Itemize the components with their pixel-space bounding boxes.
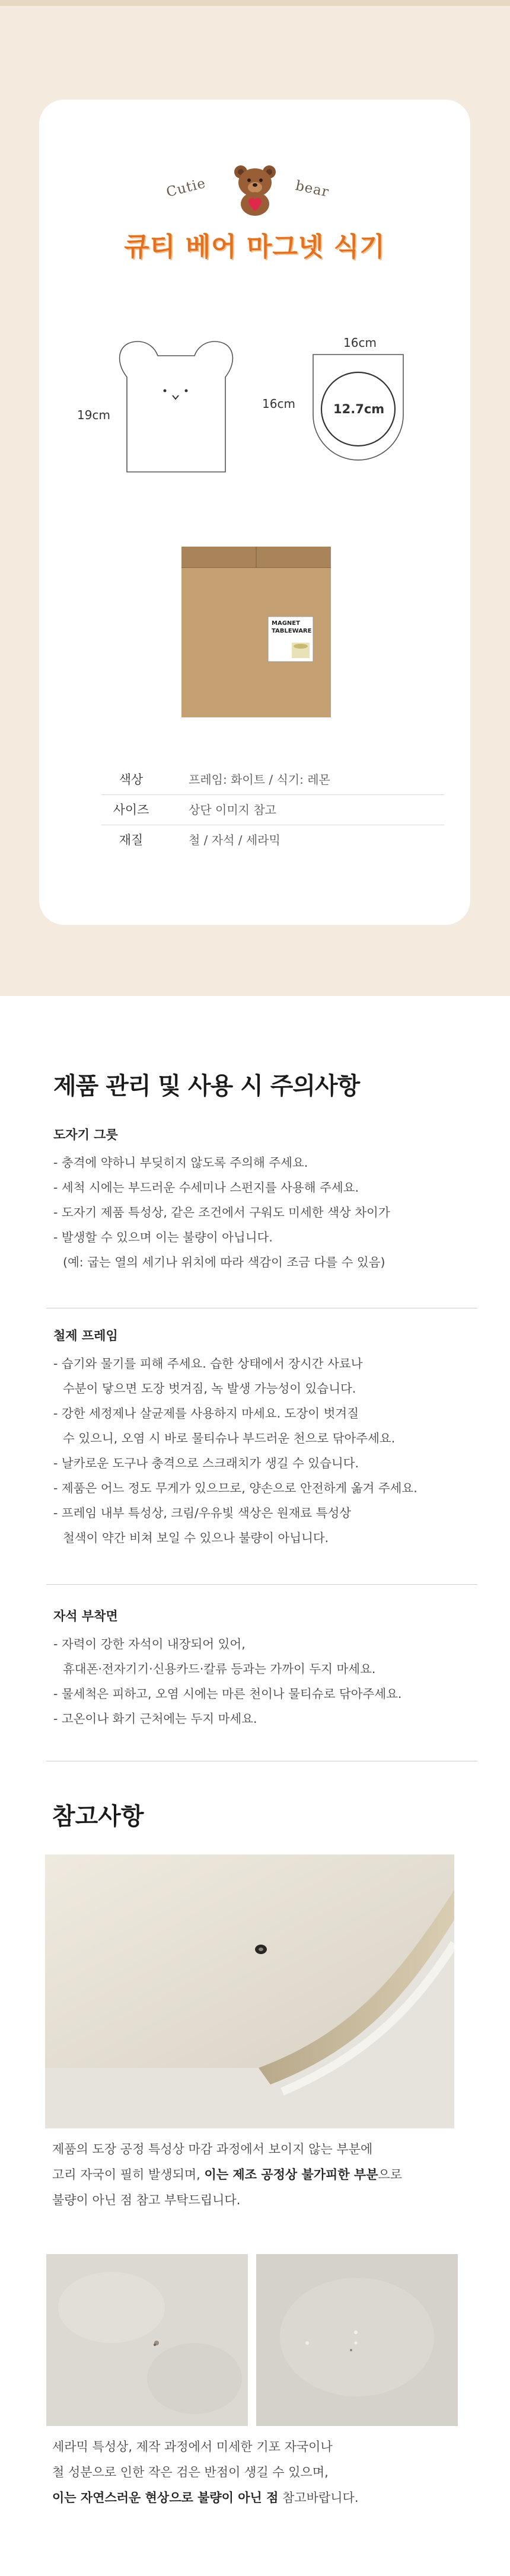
ref-line: 불량이 아닌 점 참고 부탁드립니다. [52,2193,241,2207]
ref-text-normal: 고리 자국이 필히 발생되며, [52,2168,205,2182]
product-card [39,100,470,925]
note-line: - 날카로운 도구나 충격으로 스크래치가 생길 수 있습니다. [53,1456,359,1470]
spec-row-color [101,765,444,795]
ref-line [52,2485,467,2511]
ref-text-bold: 이는 제조 공정상 불가피한 부분 [204,2168,378,2182]
dim-inner-diameter: 12.7cm [333,402,385,416]
care-section-frame [53,1326,457,1550]
reference-paragraph-1 [52,2137,467,2213]
spec-label: 색상 [119,773,144,787]
dim-round-width: 16cm [343,336,377,350]
note-line: - 자력이 강한 자석이 내장되어 있어, [53,1637,246,1651]
note-line: (예: 굽는 열의 세기나 위치에 따라 색감이 조금 다를 수 있음) [63,1255,385,1269]
top-strip [0,0,510,6]
section-heading: 철제 프레임 [53,1329,118,1343]
note-line: - 도자기 제품 특성상, 같은 조건에서 구워도 미세한 색상 차이가 [53,1205,390,1220]
care-section-ceramic [53,1125,457,1275]
reference-paragraph-2 [52,2434,467,2511]
ref-text-bold: 이는 자연스러운 현상으로 불량이 아닌 점 [52,2491,279,2505]
bubble-mark-photo [46,2254,248,2426]
spec-value: 철 / 자석 / 세라믹 [189,833,280,847]
spec-table [101,765,444,855]
box-label-line2: TABLEWARE [272,628,312,634]
spec-label: 사이즈 [113,803,149,817]
spec-row-size [101,795,444,825]
box-label-line1: MAGNET [272,620,300,627]
speck-mark-photo [256,2254,458,2426]
note-line: 수 있으니, 오염 시 바로 물티슈나 부드러운 천으로 닦아주세요. [63,1431,396,1445]
note-line: - 세척 시에는 부드러운 수세미나 스펀지를 사용해 주세요. [53,1180,359,1195]
note-line: 휴대폰·전자기기·신용카드·칼류 등과는 가까이 두지 마세요. [63,1662,376,1676]
note-line: - 충격에 약하니 부딪히지 않도록 주의해 주세요. [53,1155,308,1170]
section-heading: 자석 부착면 [53,1609,118,1623]
bear-plate-outline [120,341,233,472]
note-line: 수분이 닿으면 도장 벗겨짐, 녹 발생 가능성이 있습니다. [63,1381,356,1396]
ref-line: 세라믹 특성상, 제작 과정에서 미세한 기포 자국이나 [52,2440,333,2454]
note-line: - 강한 세정제나 살균제를 사용하지 마세요. 도장이 벗겨질 [53,1406,359,1421]
spec-label: 재질 [119,833,144,847]
note-line: - 습기와 물기를 피해 주세요. 습한 상태에서 장시간 사료나 [53,1356,363,1371]
ref-text-normal: 참고바랍니다. [278,2491,359,2505]
hero-section [0,0,510,996]
product-title: 큐티 베어 마그넷 식기 [124,232,385,262]
care-title: 제품 관리 및 사용 시 주의사항 [53,1072,360,1100]
note-line: 철색이 약간 비쳐 보일 수 있으나 불량이 아닙니다. [63,1531,329,1545]
reference-title: 참고사항 [52,1803,144,1830]
spec-value: 프레임: 화이트 / 식기: 레몬 [189,773,330,787]
note-line: - 물세척은 피하고, 오염 시에는 마른 천이나 물티슈로 닦아주세요. [53,1687,402,1701]
care-section-magnet [53,1607,457,1731]
hook-mark-photo [45,1854,454,2128]
ref-line: 제품의 도장 공정 특성상 마감 과정에서 보이지 않는 부분에 [52,2142,373,2156]
dim-round-height: 16cm [262,397,295,411]
size-diagram [39,100,470,479]
brand-word-bear: bear [294,178,331,200]
section-divider [46,1584,477,1585]
spec-value: 상단 이미지 참고 [189,803,276,817]
dim-bear-height: 19cm [77,408,110,422]
note-line: - 프레임 내부 특성상, 크림/우유빛 색상은 원재료 특성상 [53,1506,352,1520]
spec-row-material [101,825,444,855]
ref-text-normal: 으로 [378,2168,403,2182]
brand-word-cutie: Cutie [164,175,208,200]
note-line: - 제품은 어느 정도 무게가 있으므로, 양손으로 안전하게 옮겨 주세요. [53,1481,417,1495]
section-heading: 도자기 그릇 [53,1128,118,1142]
note-line: - 발생할 수 있으며 이는 불량이 아닙니다. [53,1230,273,1244]
note-line: - 고온이나 화기 근처에는 두지 마세요. [53,1712,257,1726]
ref-line: 철 성분으로 인한 작은 검은 반점이 생길 수 있으며, [52,2465,329,2479]
ref-line [52,2162,467,2188]
